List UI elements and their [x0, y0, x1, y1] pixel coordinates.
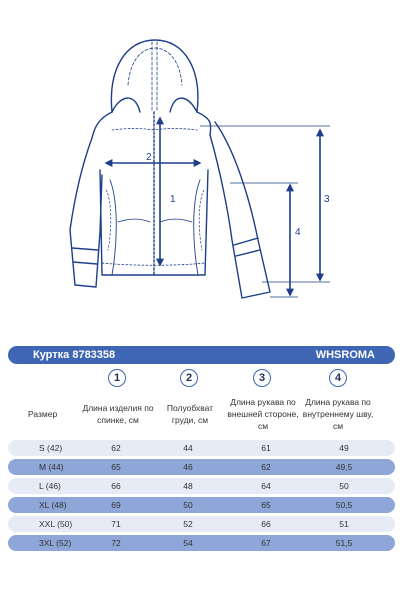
value-cell: 54: [183, 538, 193, 548]
label-4: 4: [295, 227, 301, 238]
size-cell: XL (48): [39, 500, 67, 510]
value-cell: 65: [261, 500, 271, 510]
size-cell: L (46): [39, 481, 61, 491]
value-cell: 52: [183, 519, 193, 529]
table-title-bar: [8, 346, 395, 364]
header-sleeve-inner: Длина рукава по внутреннему шву, см: [302, 397, 374, 431]
size-cell: 3XL (52): [39, 538, 72, 548]
value-cell: 51: [339, 519, 349, 529]
value-cell: 64: [261, 481, 271, 491]
header-sleeve-outer: Длина рукава по внешней стороне, см: [227, 397, 299, 431]
value-cell: 48: [183, 481, 193, 491]
value-cell: 61: [261, 443, 271, 453]
hood-outline: [111, 40, 197, 112]
left-shoulder: [92, 112, 112, 138]
table-row: [8, 459, 395, 475]
size-cell: M (44): [39, 462, 64, 472]
column-number-2: 2: [180, 369, 198, 387]
value-cell: 50: [339, 481, 349, 491]
value-cell: 65: [111, 462, 121, 472]
value-cell: 66: [261, 519, 271, 529]
label-3: 3: [324, 194, 330, 205]
right-shoulder: [197, 112, 211, 135]
brand-name: WHSROMA: [315, 349, 375, 361]
table-row: [8, 440, 395, 456]
value-cell: 71: [111, 519, 121, 529]
value-cell: 51,5: [335, 538, 353, 548]
label-1: 1: [170, 194, 176, 205]
value-cell: 62: [261, 462, 271, 472]
table-row: [8, 497, 395, 513]
header-chest: Полуобхват груди, см: [166, 403, 214, 425]
value-cell: 44: [183, 443, 193, 453]
table-row: [8, 516, 395, 532]
header-size: Размер: [28, 409, 58, 419]
table-row: [8, 535, 395, 551]
value-cell: 72: [111, 538, 121, 548]
value-cell: 46: [183, 462, 193, 472]
column-number-1: 1: [108, 369, 126, 387]
size-cell: XXL (50): [39, 519, 73, 529]
product-name: Куртка 8783358: [33, 349, 116, 361]
value-cell: 66: [111, 481, 121, 491]
value-cell: 67: [261, 538, 271, 548]
value-cell: 50: [183, 500, 193, 510]
right-sleeve: [210, 122, 270, 298]
label-2: 2: [146, 152, 152, 163]
column-number-4: 4: [329, 369, 347, 387]
value-cell: 69: [111, 500, 121, 510]
header-length: Длина изделия по спинке, см: [82, 403, 154, 425]
value-cell: 49: [339, 443, 349, 453]
value-cell: 50,5: [335, 500, 353, 510]
value-cell: 62: [111, 443, 121, 453]
table-row: [8, 478, 395, 494]
size-cell: S (42): [39, 443, 63, 453]
value-cell: 49,5: [335, 462, 353, 472]
column-number-3: 3: [253, 369, 271, 387]
